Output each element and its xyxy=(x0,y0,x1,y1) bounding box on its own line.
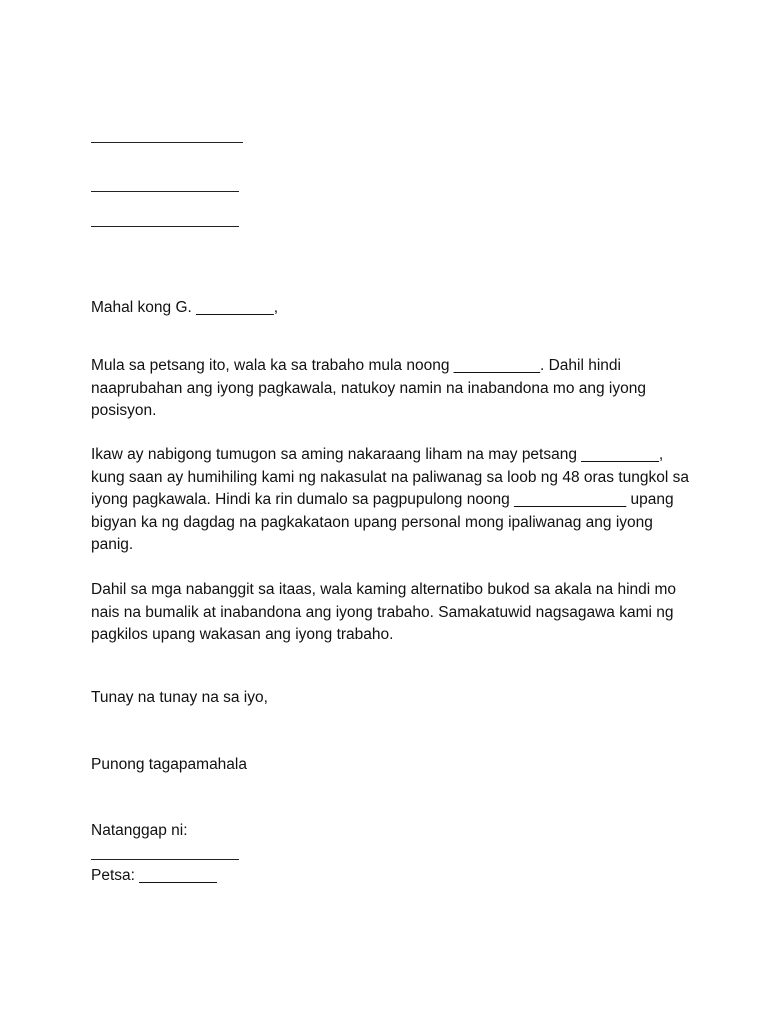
salutation: Mahal kong G. _________, xyxy=(91,299,278,316)
header-blank-line-2 xyxy=(91,191,239,192)
paragraph-1: Mula sa petsang ito, wala ka sa trabaho mula noong __________. Dahil hindi naaprubahan ang iyong pagkawala, natukoy namin na inabandona mo ang iyong posisyon. xyxy=(91,357,646,419)
header-blank-line-1 xyxy=(91,142,243,143)
paragraph-2: Ikaw ay nabigong tumugon sa aming nakaraang liham na may petsang _________, kung saan ay humihiling kami ng nakasulat na paliwanag sa loob ng 48 oras tungkol sa iyong pagkawala. Hindi ka rin dumalo sa pagpupulong noong _____________ upang bigyan ka ng dagdag na pagkakataon upang personal mong ipaliwanag ang iyong panig. xyxy=(91,446,689,553)
signatory-title: Punong tagapamahala xyxy=(91,756,247,773)
header-blank-line-3 xyxy=(91,226,239,227)
received-label: Natanggap ni: xyxy=(91,822,188,839)
paragraph-3: Dahil sa mga nabanggit sa itaas, wala kaming alternatibo bukod sa akala na hindi mo nais na bumalik at inabandona ang iyong trabaho. Samakatuwid nagsagawa kami ng pagkilos upang wakasan ang iyong trabaho. xyxy=(91,581,677,643)
closing: Tunay na tunay na sa iyo, xyxy=(91,689,268,706)
received-signature-line xyxy=(91,859,239,860)
date-label: Petsa: _________ xyxy=(91,867,217,884)
